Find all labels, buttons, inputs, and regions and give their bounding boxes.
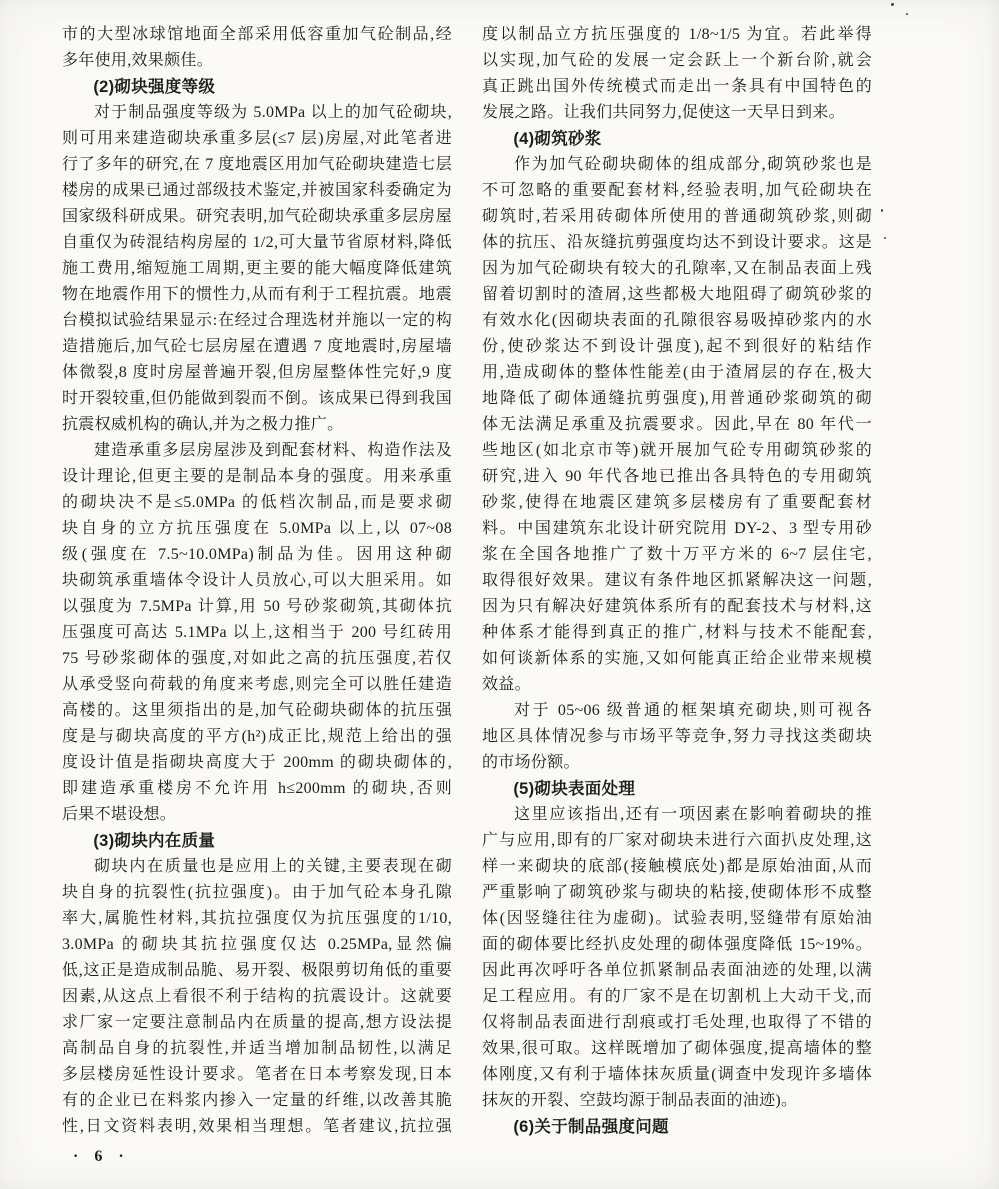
scan-speck [884, 237, 886, 239]
text-line: 以强度为 7.5MPa 计算,用 50 号砂浆砌筑,其砌体抗 [62, 598, 452, 615]
text-line: 料。中国建筑东北设计研究院用 DY-2、3 型专用砂 [482, 520, 872, 537]
paragraph-first-line: 建造承重多层房屋涉及到配套材料、构造作法及 [94, 442, 452, 459]
text-line: 求厂家一定要注意制品内在质量的提高,想方设法提 [62, 1014, 452, 1031]
text-line: 低,这正是造成制品脆、易开裂、极限剪切角低的重要 [62, 962, 452, 979]
text-line: 体的抗压、沿灰缝抗剪强度均达不到设计要求。这是 [482, 234, 872, 251]
text-line: 设计理论,但更主要的是制品本身的强度。用来承重 [62, 468, 452, 485]
text-line: 75 号砂浆砌体的强度,对如此之高的抗压强度,若仅 [62, 650, 452, 667]
text-line: 足工程应用。有的厂家不是在切割机上大动干戈,而 [482, 988, 872, 1005]
section-heading: (5)砌块表面处理 [513, 780, 636, 798]
paragraph-last-line: 多年使用,效果颇佳。 [62, 52, 214, 69]
text-line: 仅将制品表面进行刮痕或打毛处理,也取得了不错的 [482, 1014, 872, 1031]
text-line: 些地区(如北京市等)就开展加气砼专用砌筑砂浆的 [482, 442, 872, 459]
paragraph-first-line: 对于制品强度等级为 5.0MPa 以上的加气砼砌块, [94, 104, 452, 121]
paragraph-first-line: 作为加气砼砌块砌体的组成部分,砌筑砂浆也是 [514, 156, 872, 173]
paragraph-first-line: 对于 05~06 级普通的框架填充砌块,则可视各 [514, 702, 872, 719]
page-number: · 6 · [73, 1148, 130, 1165]
text-line: 体无法满足承重及抗震要求。因此,早在 80 年代一 [482, 416, 872, 433]
text-line: 以实现,加气砼的发展一定会跃上一个新台阶,就会 [482, 52, 872, 69]
text-line: 地区具体情况参与市场平等竞争,努力寻找这类砌块 [482, 728, 872, 745]
text-line: 份,使砂浆达不到设计强度),起不到很好的粘结作 [482, 338, 872, 355]
text-line: 高制品自身的抗裂性,并适当增加制品韧性,以满足 [62, 1040, 452, 1057]
text-line: 广与应用,即有的厂家对砌块未进行六面扒皮处理,这 [482, 832, 872, 849]
text-line: 砂浆,使得在地震区建筑多层楼房有了重要配套材 [482, 494, 872, 511]
paragraph-first-line: 这里应该指出,还有一项因素在影响着砌块的推 [514, 806, 872, 823]
section-heading: (2)砌块强度等级 [93, 78, 216, 96]
text-line: 块自身的抗裂性(抗拉强度)。由于加气砼本身孔隙 [62, 884, 452, 901]
text-line: 度是与砌块高度的平方(h²)成正比,规范上给出的强 [62, 728, 452, 745]
text-line: 施工费用,缩短施工周期,更主要的能大幅度降低建筑 [62, 260, 452, 277]
text-line: 时开裂较重,但仍能做到裂而不倒。该成果已得到我国 [62, 390, 452, 407]
text-line: 浆在全国各地推广了数十万平方米的 6~7 层住宅, [482, 546, 872, 563]
text-line: 效果,很可取。这样既增加了砌体强度,提高墙体的整 [482, 1040, 872, 1057]
text-line: 楼房的成果已通过部级技术鉴定,并被国家科委确定为 [62, 182, 452, 199]
text-line: 物在地震作用下的惯性力,从而有利于工程抗震。地震 [62, 286, 452, 303]
text-line: 多层楼房延性设计要求。笔者在日本考察发现,日本 [62, 1066, 452, 1083]
right-column [482, 22, 872, 1140]
text-line: 高楼的。这里须指出的是,加气砼砌块砌体的抗压强 [62, 702, 452, 719]
section-heading: (4)砌筑砂浆 [513, 130, 602, 148]
text-line: 块砌筑承重墙体令设计人员放心,可以大胆采用。如 [62, 572, 452, 589]
paragraph-last-line: 发展之路。让我们共同努力,促使这一天早日到来。 [482, 104, 845, 121]
section-heading: (6)关于制品强度问题 [513, 1118, 669, 1136]
text-line: 砌筑时,若采用砖砌体所使用的普通砌筑砂浆,则砌 [482, 208, 872, 225]
text-line: 体(因竖缝往往为虚砌)。试验表明,竖缝带有原始油 [482, 910, 872, 927]
text-line: 度设计值是指砌块高度大于 200mm 的砌块砌体的, [62, 754, 452, 771]
text-line: 有效水化(因砌块表面的孔隙很容易吸掉砂浆内的水 [482, 312, 872, 329]
text-line: 因素,从这点上看很不利于结构的抗震设计。这就要 [62, 988, 452, 1005]
left-column [62, 22, 452, 1140]
text-line: 不可忽略的重要配套材料,经验表明,加气砼砌块在 [482, 182, 872, 199]
text-line: 台模拟试验结果显示:在经过合理选材并施以一定的构 [62, 312, 452, 329]
text-line: 真正跳出国外传统模式而走出一条具有中国特色的 [482, 78, 872, 95]
scan-speck [891, 3, 894, 6]
text-line: 因为只有解决好建筑体系所有的配套技术与材料,这 [482, 598, 872, 615]
text-line: 造措施后,加气砼七层房屋在遭遇 7 度地震时,房屋墙 [62, 338, 452, 355]
text-line: 因此再次呼吁各单位抓紧制品表面油迹的处理,以满 [482, 962, 872, 979]
text-line: 行了多年的研究,在 7 度地震区用加气砼砌块建造七层 [62, 156, 452, 173]
paragraph-last-line: 抹灰的开裂、空鼓均源于制品表面的油迹)。 [482, 1092, 798, 1109]
text-line: 取得很好效果。建议有条件地区抓紧解决这一问题, [482, 572, 872, 589]
text-line: 如何谈新体系的实施,又如何能真正给企业带来规模 [482, 650, 872, 667]
paragraph-last-line: 效益。 [482, 676, 531, 693]
text-line: 体微裂,8 度时房屋普遍开裂,但房屋整体性完好,9 度 [62, 364, 452, 381]
text-line: 块自身的立方抗压强度在 5.0MPa 以上,以 07~08 [62, 520, 452, 537]
text-line: 率大,属脆性材料,其抗拉强度仅为抗压强度的1/10, [62, 910, 452, 927]
text-line: 级(强度在 7.5~10.0MPa)制品为佳。因用这种砌 [62, 546, 452, 563]
text-line: 留着切割时的渣屑,这些都极大地阻碍了砌筑砂浆的 [482, 286, 872, 303]
paragraph-last-line: 后果不堪设想。 [62, 806, 177, 823]
text-line: 3.0MPa 的砌块其抗拉强度仅达 0.25MPa,显然偏 [62, 936, 452, 953]
text-line: 样一来砌块的底部(接触模底处)都是原始油面,从而 [482, 858, 872, 875]
text-line: 面的砌体要比经扒皮处理的砌体强度降低 15~19%。 [482, 936, 872, 953]
text-line: 体刚度,又有利于墙体抹灰质量(调查中发现许多墙体 [482, 1066, 872, 1083]
text-line: 地降低了砌体通缝抗剪强度),用普通砂浆砌筑的砌 [482, 390, 872, 407]
text-line: 严重影响了砌筑砂浆与砌块的粘接,使砌体形不成整 [482, 884, 872, 901]
scan-speck [881, 209, 883, 212]
text-line: 从承受竖向荷载的角度来考虑,则完全可以胜任建造 [62, 676, 452, 693]
text-line: 研究,进入 90 年代各地已推出各具特色的专用砌筑 [482, 468, 872, 485]
text-line: 用,造成砌体的整体性能差(由于渣屑层的存在,极大 [482, 364, 872, 381]
text-line: 有的企业已在料浆内掺入一定量的纤维,以改善其脆 [62, 1092, 452, 1109]
text-line: 国家级科研成果。研究表明,加气砼砌块承重多层房屋 [62, 208, 452, 225]
text-line: 则可用来建造砌块承重多层(≤7 层)房屋,对此笔者进 [62, 130, 452, 147]
text-line: 即建造承重楼房不允许用 h≤200mm 的砌块,否则 [62, 780, 452, 797]
text-line: 度以制品立方抗压强度的 1/8~1/5 为宜。若此举得 [482, 26, 872, 43]
text-line: 的砌块决不是≤5.0MPa 的低档次制品,而是要求砌 [62, 494, 452, 511]
text-line: 压强度可高达 5.1MPa 以上,这相当于 200 号红砖用 [62, 624, 452, 641]
text-line: 性,日文资料表明,效果相当理想。笔者建议,抗拉强 [62, 1118, 452, 1135]
text-line: 市的大型冰球馆地面全部采用低容重加气砼制品,经 [62, 26, 452, 43]
paragraph-first-line: 砌块内在质量也是应用上的关键,主要表现在砌 [94, 858, 452, 875]
text-line: 因为加气砼砌块有较大的孔隙率,又在制品表面上残 [482, 260, 872, 277]
scan-speck [906, 13, 908, 15]
text-line: 种体系才能得到真正的推广,材料与技术不能配套, [482, 624, 872, 641]
text-line: 自重仅为砖混结构房屋的 1/2,可大量节省原材料,降低 [62, 234, 452, 251]
section-heading: (3)砌块内在质量 [93, 832, 216, 850]
paragraph-last-line: 抗震权威机构的确认,并为之极力推广。 [62, 416, 344, 433]
paragraph-last-line: 的市场份额。 [482, 754, 580, 771]
